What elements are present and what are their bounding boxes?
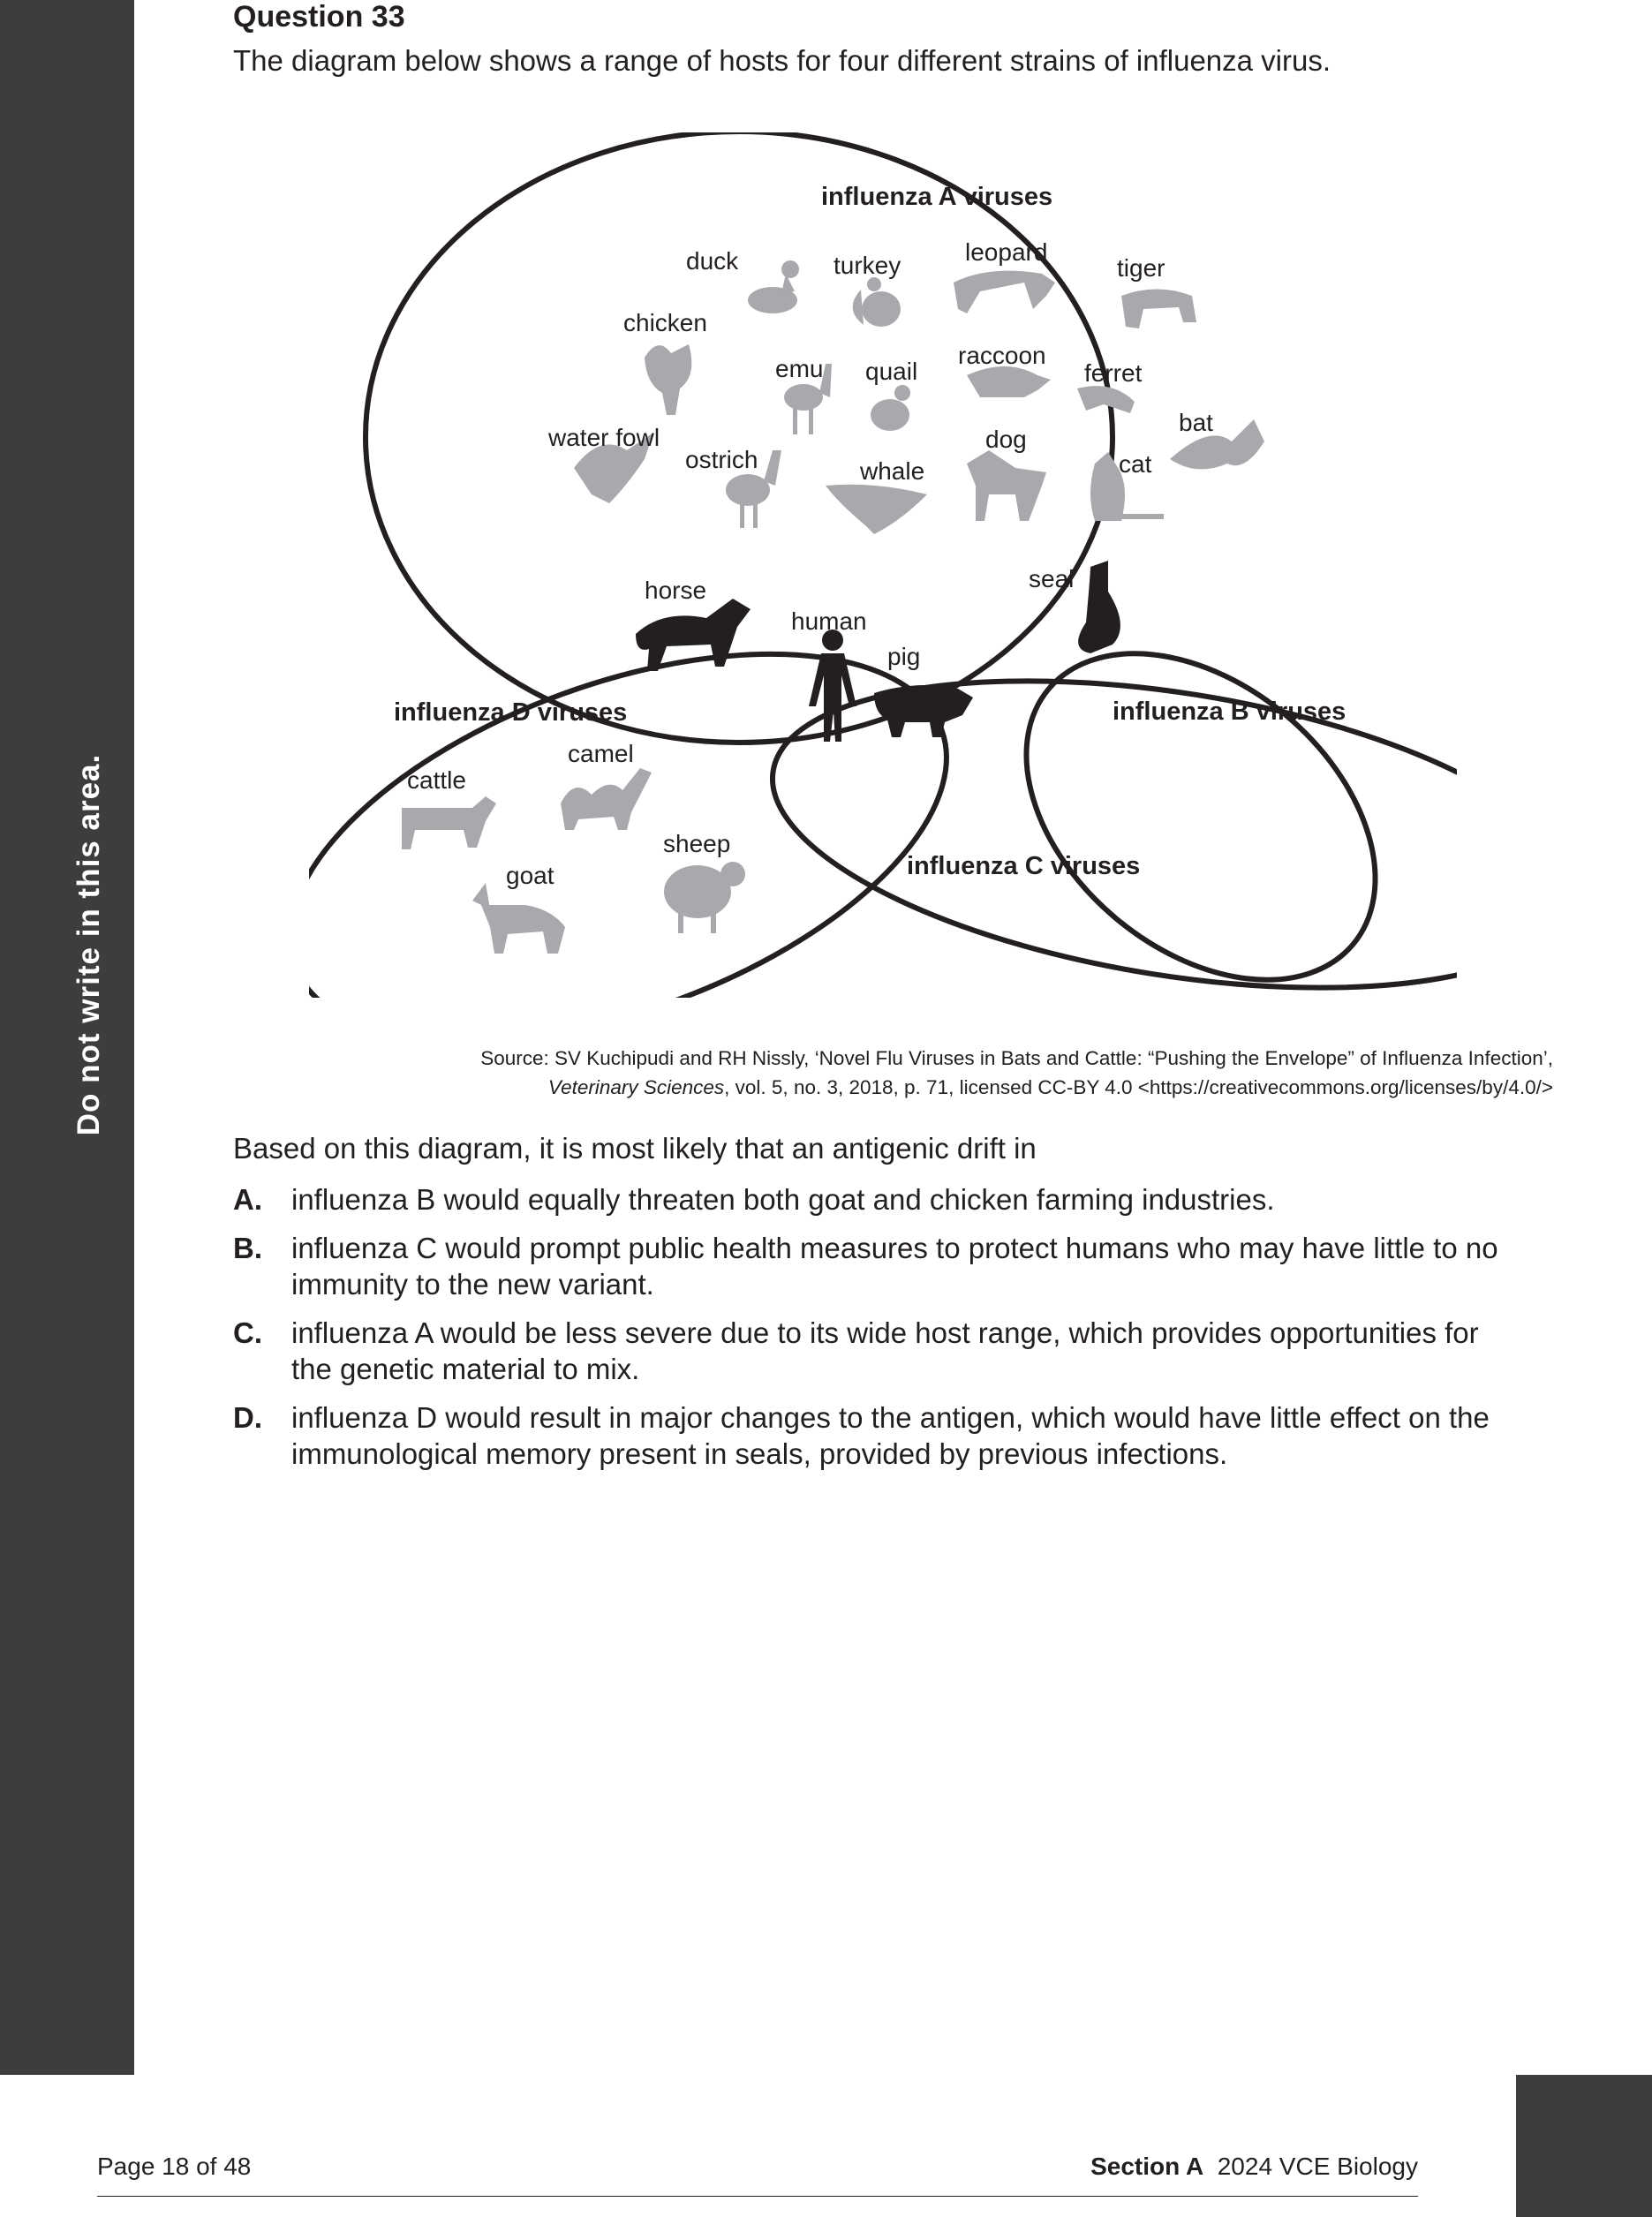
option-a — [233, 1181, 1522, 1218]
option-letter: D. — [233, 1401, 262, 1434]
turkey-icon — [853, 277, 901, 327]
footer-rule — [97, 2196, 1418, 2197]
source-details: , vol. 5, no. 3, 2018, p. 71, licensed CC-BY 4.0 <https://creativecommons.org/licenses/by/4.0/> — [724, 1076, 1553, 1098]
footer-section — [1090, 2153, 1418, 2181]
label-cattle: cattle — [407, 766, 466, 794]
sheep-icon — [664, 862, 745, 933]
option-letter: C. — [233, 1316, 262, 1349]
margin-bar — [0, 0, 134, 2075]
label-leopard: leopard — [965, 238, 1048, 266]
option-text: influenza A would be less severe due to its wide host range, which provides opportunities for the genetic material to mix. — [291, 1316, 1479, 1385]
label-horse: horse — [645, 577, 707, 604]
label-quail: quail — [865, 358, 918, 385]
question-title: Question 33 — [233, 0, 405, 34]
dog-icon — [967, 450, 1046, 521]
option-b — [233, 1230, 1522, 1302]
option-c — [233, 1315, 1522, 1387]
label-dog: dog — [985, 426, 1027, 453]
label-ostrich: ostrich — [685, 446, 758, 473]
quail-icon — [871, 385, 910, 431]
label-raccoon: raccoon — [958, 342, 1046, 369]
whale-icon — [826, 485, 927, 534]
ferret-icon — [1077, 386, 1135, 413]
label-influenza-c: influenza C viruses — [907, 852, 1141, 880]
margin-notice: Do not write in this area. — [72, 753, 106, 1136]
answer-options — [233, 1181, 1522, 1484]
option-text: influenza B would equally threaten both goat and chicken farming industries. — [291, 1183, 1275, 1216]
goat-icon — [472, 883, 565, 954]
source-line-1: Source: SV Kuchipudi and RH Nissly, ‘Novel Flu Viruses in Bats and Cattle: “Pushing the Envelope” of Influenza Infection’, — [480, 1047, 1553, 1069]
label-pig: pig — [887, 643, 921, 670]
tiger-icon — [1121, 290, 1196, 329]
source-journal: Veterinary Sciences — [547, 1076, 725, 1098]
label-bat: bat — [1179, 409, 1213, 436]
chicken-icon — [645, 344, 691, 415]
label-influenza-d: influenza D viruses — [394, 698, 628, 727]
label-duck: duck — [686, 247, 739, 275]
label-influenza-a: influenza A viruses — [821, 183, 1053, 211]
pig-icon — [874, 685, 973, 737]
section-label: Section A — [1090, 2153, 1204, 2180]
corner-block — [1516, 2075, 1652, 2217]
human-icon — [809, 630, 856, 742]
question-intro: The diagram below shows a range of hosts for four different strains of influenza virus. — [233, 44, 1331, 77]
page-number: Page 18 of 48 — [97, 2153, 252, 2180]
option-d — [233, 1399, 1522, 1472]
label-influenza-b: influenza B viruses — [1113, 698, 1346, 726]
option-text: influenza D would result in major changes to the antigen, which would have little effect on the immunological memory present in seals, provided by previous infections. — [291, 1401, 1490, 1470]
label-whale: whale — [860, 457, 925, 485]
label-camel: camel — [568, 740, 634, 767]
label-emu: emu — [775, 355, 824, 382]
label-tiger: tiger — [1117, 254, 1165, 282]
raccoon-icon — [967, 366, 1051, 397]
label-chicken: chicken — [623, 309, 707, 336]
option-text: influenza C would prompt public health measures to protect humans who may have little to no immunity to the new variant. — [291, 1232, 1498, 1301]
ellipse-influenza-c — [963, 587, 1438, 998]
label-sheep: sheep — [663, 830, 731, 857]
duck-icon — [748, 260, 799, 313]
option-letter: B. — [233, 1232, 262, 1264]
question-stem: Based on this diagram, it is most likely that an antigenic drift in — [233, 1132, 1037, 1165]
label-ferret: ferret — [1084, 359, 1143, 387]
label-goat: goat — [506, 862, 554, 889]
label-human: human — [791, 607, 867, 635]
venn-svg — [309, 132, 1457, 998]
source-citation — [229, 1044, 1553, 1102]
venn-diagram — [309, 132, 1457, 998]
leopard-icon — [954, 271, 1055, 313]
label-water-fowl: water fowl — [548, 424, 660, 451]
cattle-icon — [402, 796, 496, 849]
label-cat: cat — [1119, 450, 1152, 478]
option-letter: A. — [233, 1183, 262, 1216]
source-line-2 — [229, 1073, 1553, 1102]
label-seal: seal — [1029, 565, 1075, 592]
exam-label: 2024 VCE Biology — [1217, 2153, 1418, 2180]
label-turkey: turkey — [834, 252, 901, 279]
camel-icon — [561, 768, 652, 830]
seal-icon — [1078, 561, 1120, 653]
